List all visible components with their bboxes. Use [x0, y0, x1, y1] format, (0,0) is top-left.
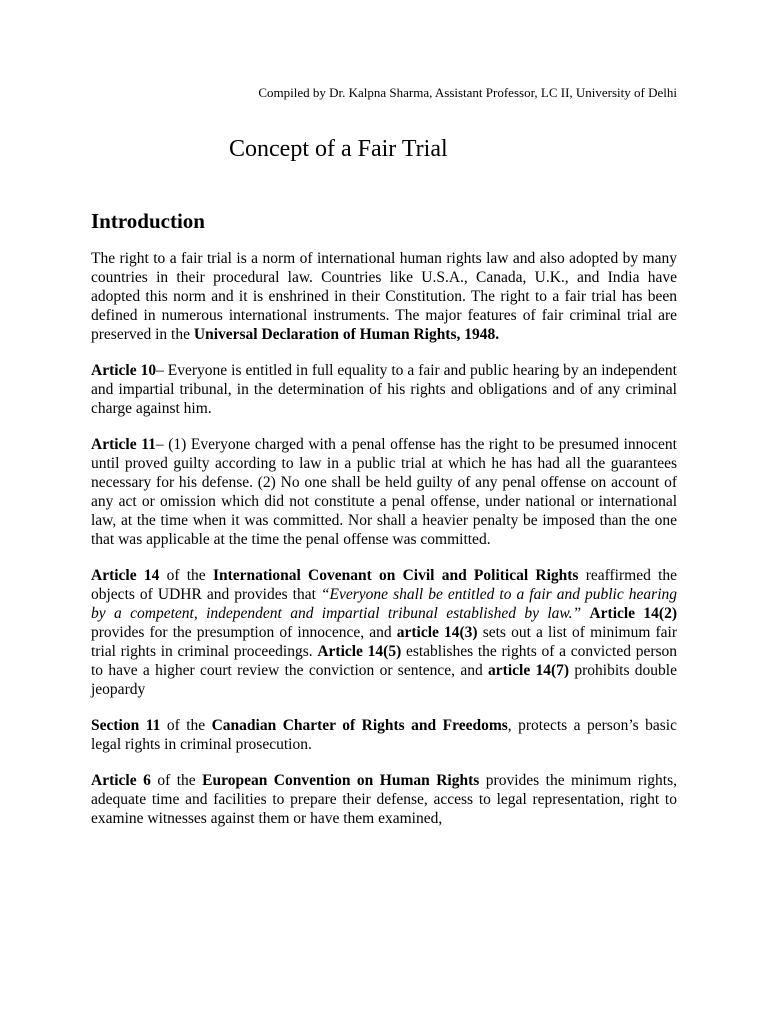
article-14-text-4: provides for the presumption of innocence, and [91, 624, 397, 641]
section-11-text-2: , protects a person’s basic legal rights in criminal prosecution. [91, 717, 677, 753]
article-14-5-label: Article 14(5) [317, 643, 402, 660]
article-14-7-label: article 14(7) [488, 662, 570, 679]
document-title: Concept of a Fair Trial [229, 136, 448, 162]
article-11-text: – (1) Everyone charged with a penal offense has the right to be presumed innocent until proved guilty according to law in a public trial at which he has had all the guarantees necessary for his defense. (2) No one shall be held guilty of any penal offense on account of any act or omission which did not constitute a penal offense, under national or international law, at the time when it was committed. Nor shall a heavier penalty be imposed than the one that was applicable at the time the penal offense was committed. [91, 436, 677, 548]
article-14-label: Article 14 [91, 567, 160, 584]
compiler-credit: Compiled by Dr. Kalpna Sharma, Assistant Professor, LC II, University of Delhi [258, 85, 677, 100]
article-6-label: Article 6 [91, 772, 151, 789]
udhr-reference: Universal Declaration of Human Rights, 1948. [193, 326, 500, 343]
paragraph-article-11 [91, 435, 677, 549]
article-14-text-2: reaffirmed the objects of UDHR and provides that [91, 567, 678, 603]
article-14-text-5: sets out a list of minimum fair trial rights in criminal proceedings. [91, 624, 677, 660]
section-11-label: Section 11 [91, 717, 161, 734]
iccpr-reference: International Covenant on Civil and Political Rights [212, 567, 579, 584]
paragraph-article-10 [91, 361, 677, 418]
section-heading-introduction: Introduction [91, 209, 205, 233]
canadian-charter-reference: Canadian Charter of Rights and Freedoms [211, 717, 508, 734]
paragraph-article-6 [91, 771, 677, 828]
article-14-text-1: of the [159, 567, 213, 584]
paragraph-article-14 [91, 566, 677, 699]
article-10-label: Article 10 [91, 362, 157, 379]
intro-text: The right to a fair trial is a norm of international human rights law and also adopted by many countries in their procedural law. Countries like U.S.A., Canada, U.K., and India have adopted this norm and it is enshrined in their Constitution. The right to a fair trial has been defined in numerous international instruments. The major features of fair criminal trial are preserved in the [91, 250, 677, 343]
section-11-text-1: of the [160, 717, 212, 734]
echr-reference: European Convention on Human Rights [202, 772, 480, 789]
paragraph-intro [91, 249, 677, 344]
body-text [91, 249, 677, 845]
article-11-label: Article 11 [91, 436, 156, 453]
article-14-3-label: article 14(3) [396, 624, 478, 641]
article-14-text-6: establishes the rights of a convicted person to have a higher court review the conviction or sentence, and [91, 643, 678, 679]
article-6-text-1: of the [150, 772, 203, 789]
paragraph-section-11 [91, 716, 677, 754]
article-6-text-2: provides the minimum rights, adequate time and facilities to prepare their defense, access to legal representation, right to examine witnesses against them or have them examined, [91, 772, 677, 827]
article-10-text: – Everyone is entitled in full equality to a fair and public hearing by an independent and impartial tribunal, in the determination of his rights and obligations and of any criminal charge against him. [91, 362, 677, 417]
article-14-quote: “Everyone shall be entitled to a fair and public hearing by a competent, independent and impartial tribunal established by law.” [91, 586, 677, 622]
article-14-text-7: prohibits double jeopardy [91, 662, 677, 698]
article-14-2-label: Article 14(2) [589, 605, 678, 622]
